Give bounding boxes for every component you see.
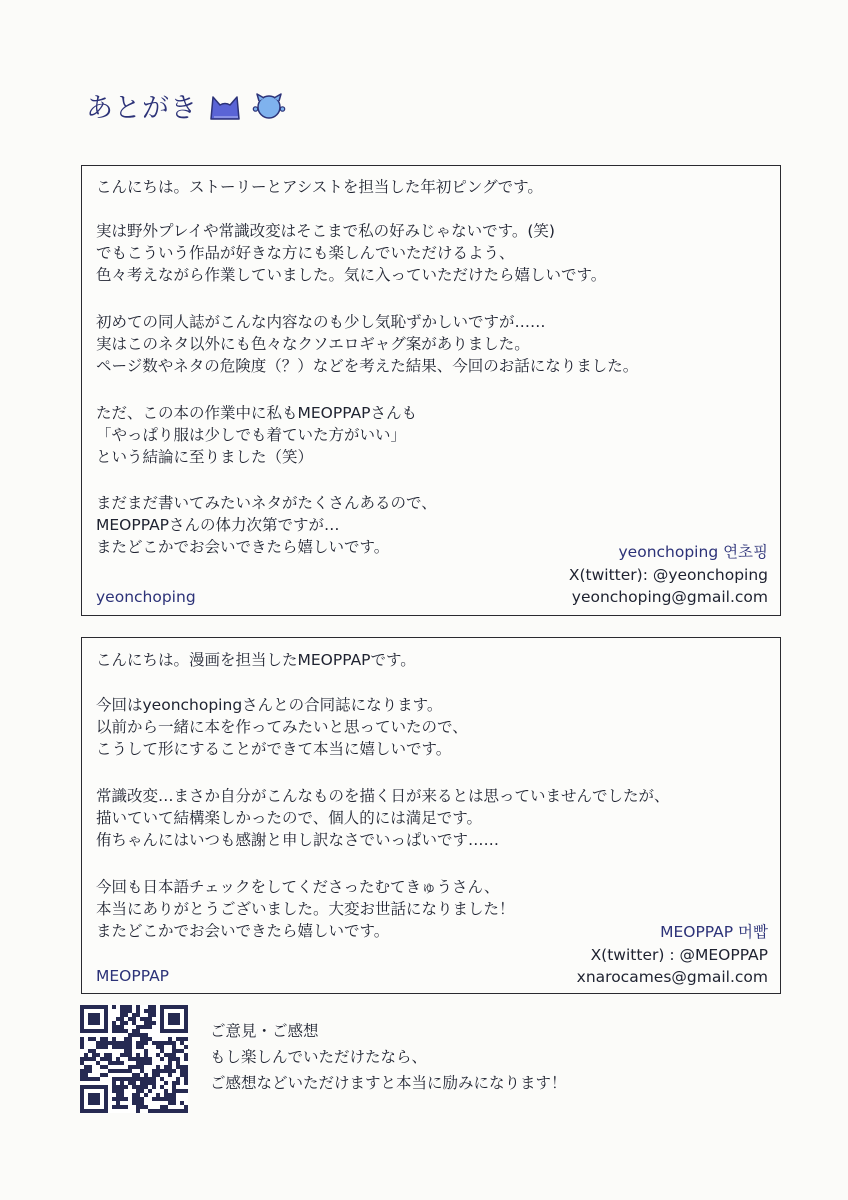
feedback-title: ご意見・ご感想 [210, 1022, 319, 1040]
qr-code-icon[interactable] [80, 1005, 188, 1113]
message-paragraph: 初めての同人誌がこんな内容なのも少し気恥ずかしいですが…… 実はこのネタ以外にも色々なクソエロギャグ案がありました。 ページ数やネタの危険度（？）などを考えた結果、今回のお話になりました。 [96, 313, 639, 375]
page-title: あとがき [86, 93, 198, 124]
contact-twitter: X(twitter) : @MEOPPAP [590, 945, 768, 964]
message-paragraph: 実は野外プレイや常識改変はそこまで私の好みじゃないです。(笑) でもこういう作品が好きな方にも楽しんでいただけるよう、 色々考えながら作業していました。気に入っていただけたら嬉しいです。 [96, 222, 607, 284]
message-paragraph: ただ、この本の作業中に私もMEOPPAPさんも 「やっぱり服は少しでも着ていた方がいい」 という結論に至りました（笑） [96, 404, 418, 466]
message-paragraph: こんにちは。漫画を担当したMEOPPAPです。 [96, 651, 416, 669]
contact-name: yeonchoping 연초핑 [618, 543, 768, 561]
cat-face-icon [252, 90, 286, 122]
author-signature: yeonchoping [96, 588, 196, 606]
feedback-section [210, 1018, 567, 1096]
contact-twitter: X(twitter): @yeonchoping [568, 565, 768, 584]
contact-email: xnarocames@gmail.com [576, 968, 768, 986]
contact-name: MEOPPAP 머빱 [660, 923, 768, 941]
message-paragraph: 常識改変…まさか自分がこんなものを描く日が来るとは思っていませんでしたが、 描いていて結構楽しかったので、個人的には満足です。 侑ちゃんにはいつも感謝と申し訳なさでいっぱいです…… [96, 787, 670, 849]
message-paragraph: 今回も日本語チェックをしてくださったむてきゅうさん、 本当にありがとうございました。大変お世話になりました！ またどこかでお会いできたら嬉しいです。 [96, 878, 515, 940]
message-paragraph: 今回はyeonchopingさんとの合同誌になります。 以前から一緒に本を作ってみたいと思っていたので、 こうして形にすることができて本当に嬉しいです。 [96, 696, 468, 758]
afterword-header [86, 86, 286, 125]
feedback-line: もし楽しんでいただけたなら、 [210, 1048, 428, 1066]
message-paragraph: まだまだ書いてみたいネタがたくさんあるので、 MEOPPAPさんの体力次第ですが… またどこかでお会いできたら嬉しいです。 [96, 494, 437, 556]
message-paragraph: こんにちは。ストーリーとアシストを担当した年初ピングです。 [96, 178, 543, 196]
meoppap-message-box [81, 637, 781, 994]
cat-ears-icon [208, 90, 242, 122]
contact-email: yeonchoping@gmail.com [571, 588, 768, 606]
feedback-line: ご感想などいただけますと本当に励みになります！ [210, 1074, 567, 1092]
author-contact [577, 921, 768, 989]
author-signature: MEOPPAP [96, 967, 170, 985]
yeonchoping-message-box [81, 165, 781, 616]
author-contact [569, 541, 768, 609]
